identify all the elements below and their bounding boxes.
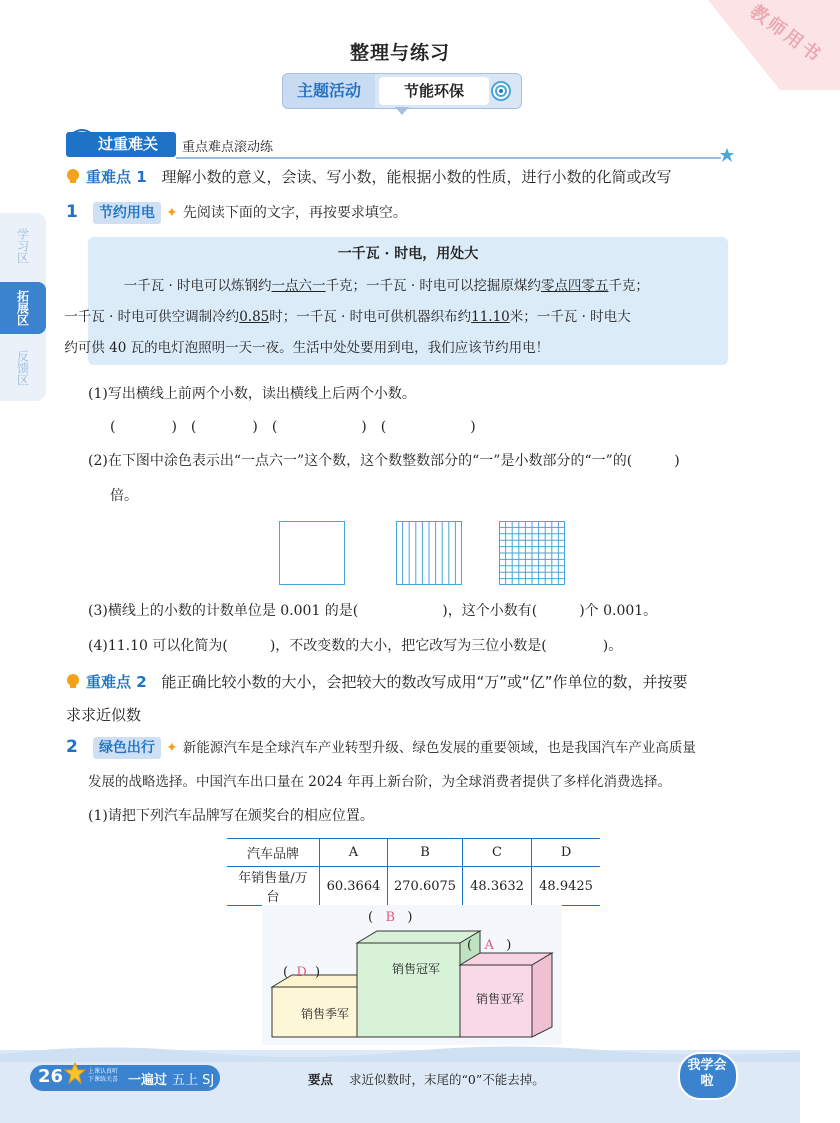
table-cell: 270.6075 [388,867,463,906]
reading-line-2a: 一千瓦 · 时电可供空调制冷约 [64,309,240,325]
section-divider [176,157,721,159]
question-1-instruction: 先阅读下面的文字，再按要求填空。 [182,205,407,221]
table-cell: D [532,839,601,867]
underlined-number-3: 0.85 [239,309,270,325]
table-cell: 48.3632 [463,867,532,906]
q1-sub4: (4)11.10 可以化简为( )，不改变数的大小，把它改写为三位小数是( )。 [88,638,623,654]
key-point-2-text: 能正确比较小数的大小，会把较大的数改写成用“万”或“亿”作单位的数，并按要 [161,673,688,691]
theme-banner [282,73,522,109]
tip-label: 要点 [308,1072,334,1087]
question-2-text: 新能源汽车是全球汽车产业转型升级、绿色发展的重要领域，也是我国汽车产业高质量 [182,740,696,756]
star-mascot-icon [64,1062,86,1084]
q1-sub2: (2)在下图中涂色表示出“一点六一”这个数，这个数整数部分的“一”是小数部分的“一”的( ) [88,453,680,469]
footer-slogan [88,1068,118,1084]
key-point-2-cont: 求求近似数 [66,706,142,724]
footer-tip [308,1070,545,1088]
podium-third-label: 销售季军 [301,1007,350,1021]
table-cell: 48.9425 [532,867,601,906]
runner-up-answer-blank[interactable]: ( A ) [467,938,512,953]
key-point-1-text: 理解小数的意义，会读、写小数，能根据小数的性质，进行小数的化简或改写 [161,168,672,186]
side-tab-feedback[interactable]: 反馈区 [15,350,30,386]
champion-answer: B [385,910,396,925]
side-tab-learn[interactable]: 学习区 [15,228,30,264]
table-cell: B [388,839,463,867]
question-2-number: 2 [66,737,78,757]
grid-whole[interactable] [279,521,345,585]
runner-up-answer: A [484,938,494,953]
bulb-icon [66,168,80,184]
question-2-text-cont: 发展的战略选择。中国汽车出口量在 2024 年再上新台阶，为全球消费者提供了多样化消费选择。 [88,774,671,790]
theme-pointer [395,107,409,115]
question-2-header [66,736,696,759]
key-point-2-tag: 重难点 2 [86,673,147,691]
sparkle-icon-2: ✦ [166,740,178,756]
reading-line-1a: 一千瓦 · 时电可以炼钢约 [123,278,272,294]
grid-hundredths[interactable] [499,521,565,585]
underlined-number-2: 零点四零五 [540,278,609,294]
section-subtitle: 重点难点滚动练 [182,140,274,155]
key-point-1 [86,165,671,189]
question-1-tag: 节约用电 [93,202,161,224]
badge-text: 我学会啦 [687,1058,727,1089]
footer-slogan-1: 上课认真听 [88,1068,119,1075]
table-cell: 汽车品牌 [227,839,320,867]
q1-sub2-cont: 倍。 [110,488,138,504]
q1-sub1-blanks[interactable]: ( ) ( ) ( ) ( ) [110,419,476,435]
page-title: 整理与练习 [349,42,450,64]
q1-sub3: (3)横线上的小数的计数单位是 0.001 的是( )，这个小数有( )个 0.001。 [88,603,658,619]
section-header: 过重难关 [66,132,176,157]
sparkle-icon: ✦ [166,205,178,221]
table-row [227,867,600,906]
table-cell: 60.3664 [320,867,388,906]
side-tab-expand[interactable]: 拓展区 [0,282,46,334]
podium-champion-label: 销售冠军 [392,962,441,976]
third-answer: D [296,965,307,980]
champion-answer-blank[interactable]: ( B ) [368,910,413,925]
grid-tenths[interactable] [396,521,462,585]
question-1-number: 1 [66,202,78,222]
target-icon [489,80,513,102]
underlined-number-1: 一点六一 [271,278,326,294]
tip-text: 求近似数时，末尾的“0”不能去掉。 [349,1072,545,1087]
reading-line-2c: 时；一千瓦 · 时电可供机器织布约 [269,309,472,325]
bulb-icon-2 [66,673,80,689]
question-2-tag: 绿色出行 [93,737,161,759]
grade-label: 五上 SJ [172,1073,215,1088]
theme-label: 主题活动 [283,74,375,108]
theme-topic: 节能环保 [379,77,489,105]
table-cell: 年销售量/万台 [227,867,320,906]
footer-wave [0,1042,800,1062]
corner-stamp-text: 教师用书 [745,1,827,68]
reading-title: 一千瓦 · 时电，用处大 [337,246,479,262]
underlined-number-4: 11.10 [471,309,510,325]
table-cell: A [320,839,388,867]
table-cell: C [463,839,532,867]
book-name: 一遍过 [128,1073,168,1088]
podium-runner-up-label: 销售亚军 [476,992,525,1006]
third-answer-blank[interactable]: ( D ) [283,965,321,980]
star-icon [720,148,734,162]
q2-sub1: (1)请把下列汽车品牌写在颁奖台的相应位置。 [88,808,374,824]
reading-text [64,271,722,364]
footer-slogan-2: 下课练关喜 [88,1076,119,1083]
reading-box [64,237,728,365]
table-header-row [227,839,600,867]
reading-line-1c: 千克；一千瓦 · 时电可以挖掘原煤约 [325,278,541,294]
q1-sub1: (1)写出横线上前两个小数，读出横线上后两个小数。 [88,386,416,402]
question-1-header [66,202,407,224]
reading-line-3: 约可供 40 瓦的电灯泡照明一天一夜。生活中处处要用到电，我们应该节约用电！ [64,340,550,356]
key-point-2 [86,670,688,694]
key-point-1-tag: 重难点 1 [86,168,147,186]
reading-line-2e: 米；一千瓦 · 时电大 [509,309,631,325]
page-number: 26 [38,1066,64,1087]
reading-line-1e: 千克； [608,278,649,294]
sales-table [227,838,600,906]
